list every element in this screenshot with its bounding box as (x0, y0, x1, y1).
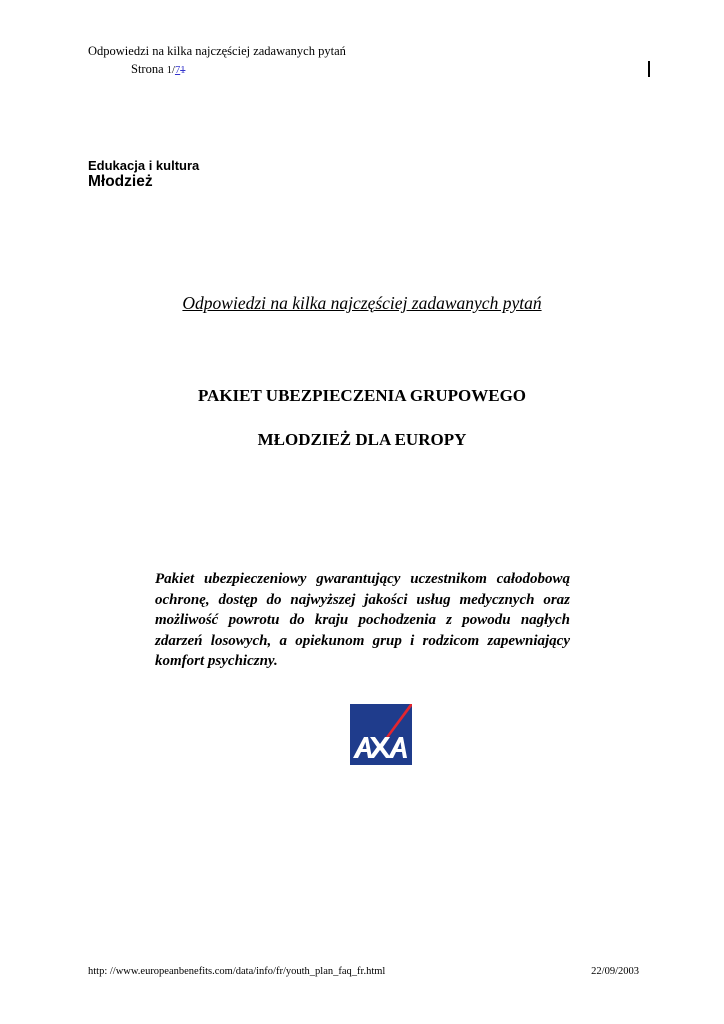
program-title: MŁODZIEŻ DLA EUROPY (257, 430, 467, 449)
section-subcategory: Młodzież (88, 173, 153, 190)
page-label: Strona (131, 62, 164, 76)
intro-paragraph: Pakiet ubezpieczeniowy gwarantujący uczestnikom całodobową ochronę, dostęp do najwyższej jakości usług medycznych oraz możliwość powrotu do kraju pochodzenia z powodu nagłych zdarzeń losowych, a opiekunom grup i rodzicom zapewniający komfort psychiczny. (155, 571, 570, 669)
footer-date: 22/09/2003 (591, 966, 639, 977)
revision-change-bar (648, 61, 650, 77)
page-total-inserted: 7 (174, 65, 181, 76)
page-number (131, 62, 185, 77)
running-header-title: Odpowiedzi na kilka najczęściej zadawanych pytań (88, 44, 346, 58)
section-category: Edukacja i kultura (88, 158, 200, 173)
axa-logo-graphic (350, 704, 412, 765)
axa-logo (350, 704, 412, 765)
faq-title: Odpowiedzi na kilka najczęściej zadawanych pytań (182, 293, 542, 313)
package-title: PAKIET UBEZPIECZENIA GRUPOWEGO (197, 386, 527, 405)
footer-url: http: //www.europeanbenefits.com/data/info/fr/youth_plan_faq_fr.html (88, 966, 386, 977)
page-total-deleted: 1 (180, 65, 186, 76)
page-current: 1/ (166, 65, 175, 76)
